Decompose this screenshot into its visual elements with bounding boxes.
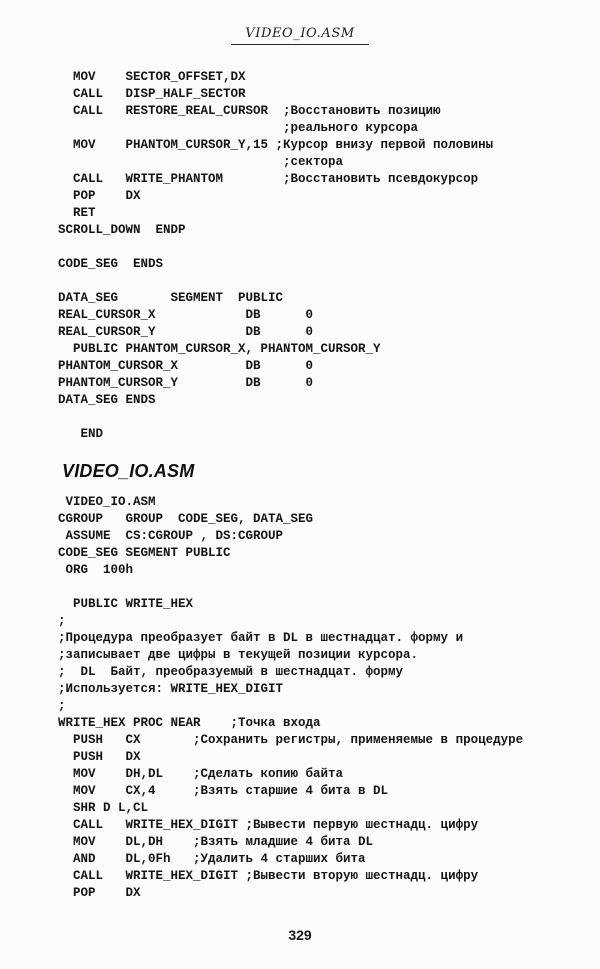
code-line: PUSH CX ;Сохранить регистры, применяемые в процедуре (58, 733, 524, 747)
code-line: PUSH DX (58, 750, 141, 764)
code-line: PUBLIC WRITE_HEX (58, 597, 194, 611)
code-line: ORG 100h (58, 563, 134, 577)
code-line (58, 273, 600, 290)
code-line: POP DX (58, 189, 141, 203)
code-line: MOV DH,DL ;Сделать копию байта (58, 767, 344, 781)
code-line: REAL_CURSOR_X DB 0 (58, 308, 314, 322)
code-line: MOV SECTOR_OFFSET,DX (58, 70, 246, 84)
code-line: SHR D L,CL (58, 801, 149, 815)
code-line: MOV PHANTOM_CURSOR_Y,15 ;Курсор внизу первой половины (58, 138, 494, 152)
code-line: ;сектора (58, 155, 344, 169)
code-line: END (58, 427, 104, 441)
page-footer (0, 927, 600, 945)
code-line: VIDEO_IO.ASM (58, 495, 156, 509)
code-line: ;Используется: WRITE_HEX_DIGIT (58, 682, 284, 696)
code-listing-scroll-down (58, 69, 600, 443)
code-line: CALL WRITE_HEX_DIGIT ;Вывести вторую шестнадц. цифру (58, 869, 479, 883)
code-line: WRITE_HEX PROC NEAR ;Точка входа (58, 716, 321, 730)
code-line (58, 409, 600, 426)
code-line: CGROUP GROUP CODE_SEG, DATA_SEG (58, 512, 314, 526)
code-line: POP DX (58, 886, 141, 900)
code-line: MOV DL,DH ;Взять младшие 4 бита DL (58, 835, 374, 849)
code-line: ; (58, 699, 66, 713)
code-line (58, 239, 600, 256)
code-line: CODE_SEG ENDS (58, 257, 164, 271)
code-listing-write-hex (58, 494, 600, 902)
code-line: CALL WRITE_HEX_DIGIT ;Вывести первую шестнадц. цифру (58, 818, 479, 832)
code-line: PUBLIC PHANTOM_CURSOR_X, PHANTOM_CURSOR_Y (58, 342, 381, 356)
code-line: CALL RESTORE_REAL_CURSOR ;Восстановить позицию (58, 104, 441, 118)
running-title: VIDEO_IO.ASM (231, 26, 369, 45)
code-line: DATA_SEG SEGMENT PUBLIC (58, 291, 284, 305)
code-line: ; DL Байт, преобразуемый в шестнадцат. форму (58, 665, 404, 679)
code-line: CALL DISP_HALF_SECTOR (58, 87, 246, 101)
code-line: ;Процедура преобразует байт в DL в шестнадцат. форму и (58, 631, 464, 645)
page-number: 329 (288, 927, 312, 943)
code-line: DATA_SEG ENDS (58, 393, 156, 407)
code-line (58, 579, 600, 596)
code-line: ;реального курсора (58, 121, 419, 135)
code-line: CODE_SEG SEGMENT PUBLIC (58, 546, 231, 560)
code-line: PHANTOM_CURSOR_Y DB 0 (58, 376, 314, 390)
code-line: ; (58, 614, 66, 628)
code-line: PHANTOM_CURSOR_X DB 0 (58, 359, 314, 373)
code-line: ASSUME CS:CGROUP , DS:CGROUP (58, 529, 284, 543)
code-line: MOV CX,4 ;Взять старшие 4 бита в DL (58, 784, 389, 798)
code-line: REAL_CURSOR_Y DB 0 (58, 325, 314, 339)
section-heading: VIDEO_IO.ASM (62, 461, 195, 481)
code-line: SCROLL_DOWN ENDP (58, 223, 186, 237)
code-line: ;записывает две цифры в текущей позиции курсора. (58, 648, 419, 662)
code-line: RET (58, 206, 96, 220)
code-line: AND DL,0Fh ;Удалить 4 старших бита (58, 852, 366, 866)
page-header (0, 0, 600, 45)
code-line: CALL WRITE_PHANTOM ;Восстановить псевдокурсор (58, 172, 479, 186)
